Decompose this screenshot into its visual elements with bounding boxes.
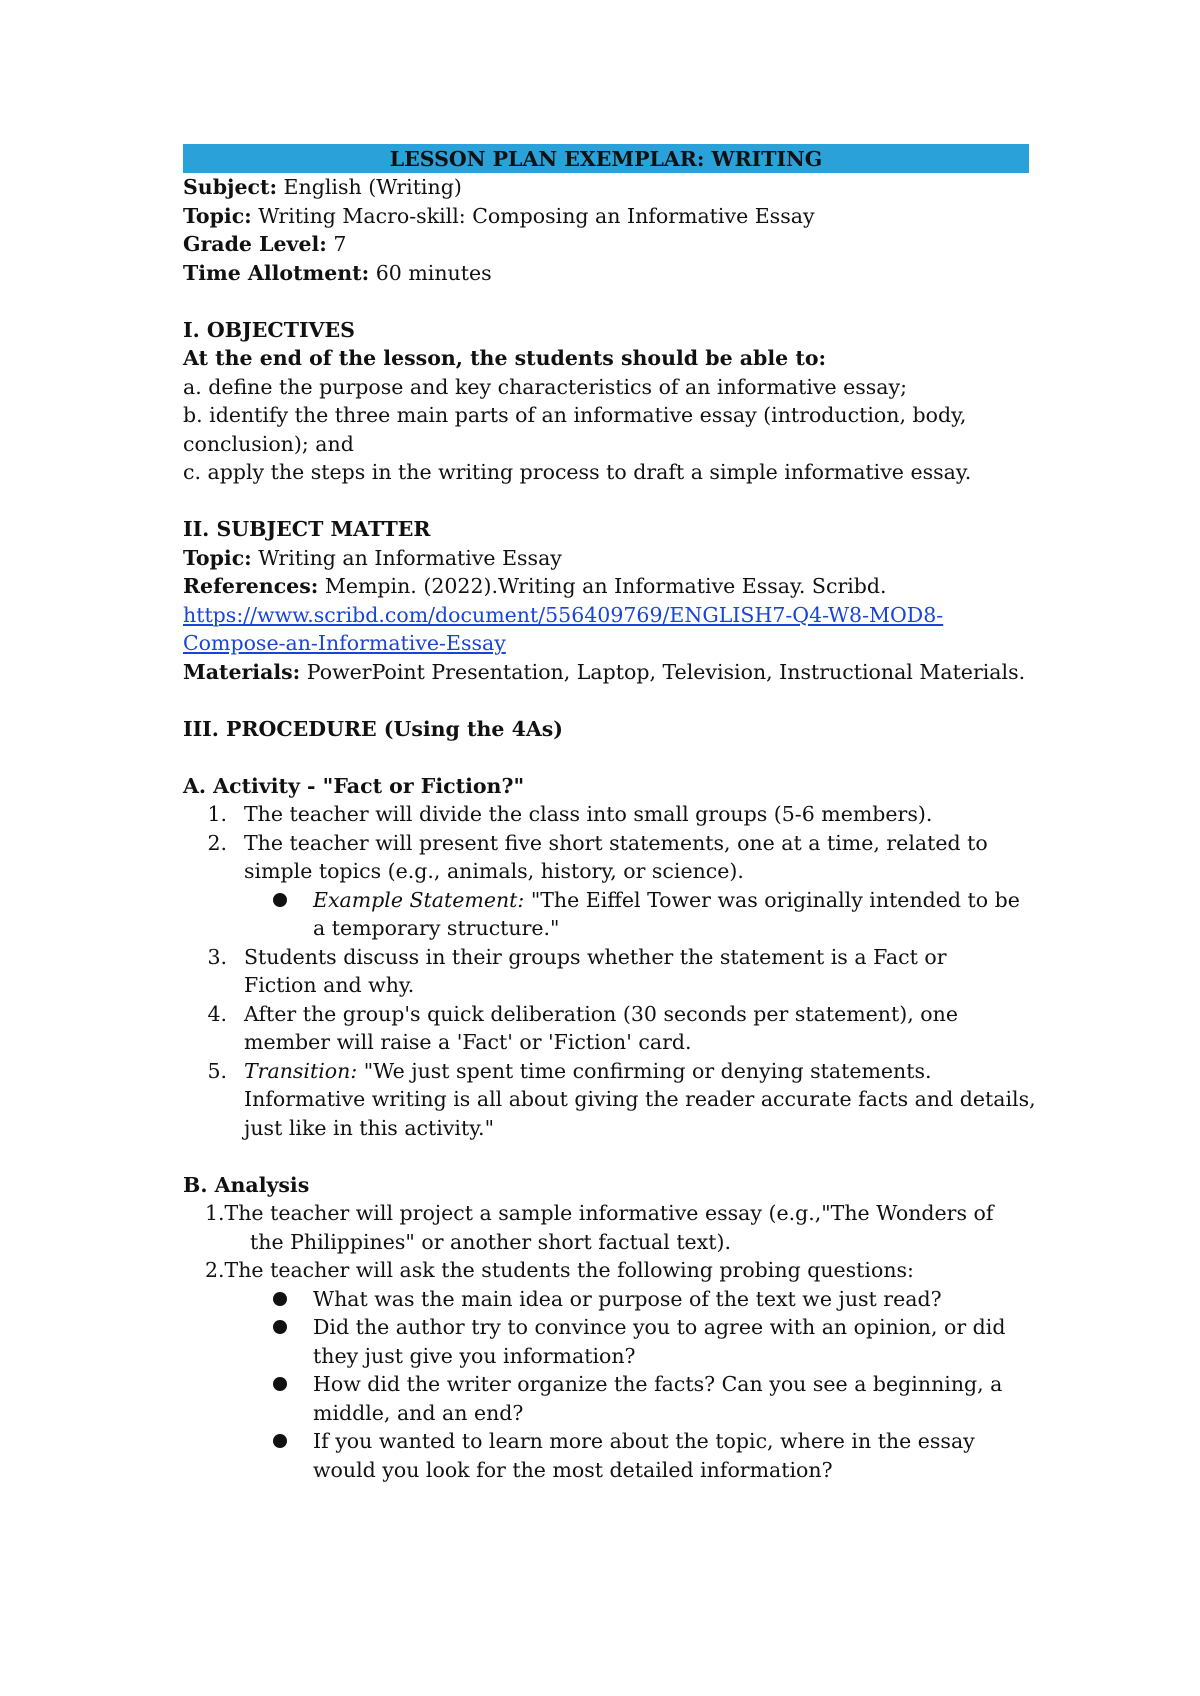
analysis-item-2: 2.The teacher will ask the students the following probing questions: (205, 1258, 914, 1282)
materials-value: PowerPoint Presentation, Laptop, Television, Instructional Materials. (300, 659, 1026, 684)
reference-link-line2[interactable]: Compose-an-Informative-Essay (183, 631, 506, 655)
example-text: "The Eiffel Tower was originally intended to be (524, 887, 1020, 912)
item-number: 1. (207, 802, 227, 826)
materials-label: Materials: (183, 659, 301, 684)
objectives-intro: At the end of the lesson, the students should be able to: (183, 346, 827, 370)
list-item (183, 1057, 1036, 1143)
subject-label: Subject: (183, 175, 278, 199)
subject-matter-heading: II. SUBJECT MATTER (183, 517, 431, 541)
bullet-icon (273, 1377, 287, 1391)
sm-topic-value: Writing an Informative Essay (251, 545, 562, 570)
grade-line (183, 230, 1029, 259)
topic-line (183, 202, 1029, 231)
question-text: would you look for the most detailed information? (313, 1457, 833, 1482)
document-title-banner: LESSON PLAN EXEMPLAR: WRITING (183, 144, 1029, 173)
item-number: 3. (207, 944, 227, 969)
bullet-icon (273, 1320, 287, 1334)
question-text: If you wanted to learn more about the topic, where in the essay (313, 1429, 975, 1453)
question-text: they just give you information? (313, 1343, 636, 1368)
question-text: middle, and an end? (313, 1400, 524, 1425)
question-bullet (183, 1370, 1029, 1427)
activity-heading: A. Activity - "Fact or Fiction?" (183, 773, 525, 798)
transition-text: Informative writing is all about giving the reader accurate facts and details, (244, 1087, 1036, 1111)
time-label: Time Allotment: (183, 260, 370, 285)
materials-line (183, 658, 1029, 687)
time-line (183, 259, 1029, 288)
bullet-icon (273, 1292, 287, 1306)
question-text: How did the writer organize the facts? Can you see a beginning, a (313, 1372, 1003, 1396)
objective-b-line2: conclusion); and (183, 431, 354, 456)
item-number: 2. (207, 830, 227, 855)
reference-link-line1[interactable]: https://www.scribd.com/document/556409769/ENGLISH7-Q4-W8-MOD8- (183, 602, 944, 627)
subject-line (183, 173, 1029, 202)
item-text: Fiction and why. (244, 973, 415, 997)
bullet-icon (273, 893, 287, 907)
references-label: References: (183, 574, 319, 598)
bullet-icon (273, 1434, 287, 1448)
transition-label: Transition: (244, 1058, 358, 1083)
question-bullet (183, 1427, 1029, 1484)
question-text: What was the main idea or purpose of the text we just read? (313, 1286, 942, 1311)
objective-a: a. define the purpose and key characteristics of an informative essay; (183, 374, 908, 399)
analysis-item-1-cont: the Philippines" or another short factual text). (250, 1229, 731, 1254)
lesson-plan-document (183, 144, 1036, 1484)
question-bullet (183, 1313, 1029, 1370)
item-number: 4. (207, 1001, 227, 1026)
objective-b-line1: b. identify the three main parts of an informative essay (introduction, body, (183, 403, 967, 427)
grade-value: 7 (326, 232, 347, 256)
item-text: member will raise a 'Fact' or 'Fiction' card. (244, 1030, 692, 1054)
list-item (183, 829, 1029, 886)
sm-topic-line (183, 544, 1029, 573)
analysis-heading: B. Analysis (183, 1172, 310, 1197)
item-text: After the group's quick deliberation (30 seconds per statement), one (244, 1001, 958, 1026)
time-value: 60 minutes (369, 260, 492, 285)
procedure-heading: III. PROCEDURE (Using the 4As) (183, 716, 563, 741)
references-value: Mempin. (2022).Writing an Informative Essay. Scribd. (318, 574, 887, 598)
transition-text: just like in this activity." (244, 1115, 495, 1140)
references-line (183, 572, 1029, 601)
sm-topic-label: Topic: (183, 545, 252, 570)
item-text: The teacher will present five short statements, one at a time, related to (244, 830, 988, 855)
question-bullet (183, 1285, 1029, 1314)
transition-text: "We just spent time confirming or denying statements. (357, 1058, 932, 1083)
analysis-item-1: 1.The teacher will project a sample informative essay (e.g.,"The Wonders of (205, 1201, 994, 1225)
item-text: The teacher will divide the class into small groups (5-6 members). (244, 802, 933, 826)
grade-label: Grade Level: (183, 232, 327, 256)
list-item (183, 800, 1029, 829)
subject-value: English (Writing) (277, 175, 462, 199)
question-text: Did the author try to convince you to agree with an opinion, or did (313, 1315, 1006, 1339)
example-bullet (183, 886, 1029, 943)
item-text: simple topics (e.g., animals, history, or science). (244, 859, 744, 883)
list-item (183, 943, 1029, 1000)
list-item (183, 1000, 1029, 1057)
example-label: Example Statement: (313, 887, 525, 912)
item-number: 5. (207, 1058, 227, 1083)
item-text: Students discuss in their groups whether the statement is a Fact or (244, 944, 947, 969)
example-text-cont: a temporary structure." (313, 916, 560, 940)
topic-label: Topic: (183, 203, 252, 228)
topic-value: Writing Macro-skill: Composing an Informative Essay (251, 203, 815, 228)
objective-c: c. apply the steps in the writing process to draft a simple informative essay. (183, 460, 972, 484)
objectives-heading: I. OBJECTIVES (183, 317, 355, 342)
